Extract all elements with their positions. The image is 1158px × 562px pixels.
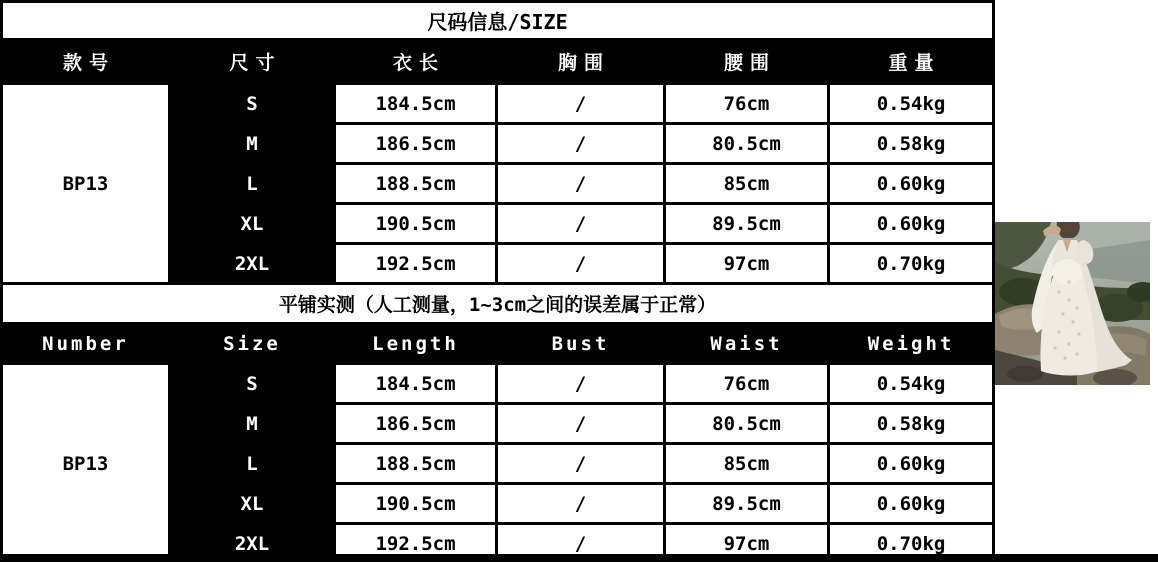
waist-value: 97cm xyxy=(665,244,829,284)
cn-header-bust: 胸围 xyxy=(497,40,665,84)
en-header-weight: Weight xyxy=(829,324,994,364)
waist-value: 80.5cm xyxy=(665,124,829,164)
bust-value: / xyxy=(497,404,665,444)
bust-value: / xyxy=(497,364,665,404)
weight-value: 0.60kg xyxy=(829,484,994,524)
bust-value: / xyxy=(497,444,665,484)
length-value: 190.5cm xyxy=(335,484,497,524)
weight-value: 0.58kg xyxy=(829,404,994,444)
product-photo xyxy=(995,222,1150,385)
size-label: L xyxy=(170,164,335,204)
table-row xyxy=(2,364,994,404)
cn-header-row xyxy=(2,40,994,84)
length-value: 188.5cm xyxy=(335,164,497,204)
table-row xyxy=(2,84,994,124)
bust-value: / xyxy=(497,124,665,164)
weight-value: 0.60kg xyxy=(829,204,994,244)
waist-value: 89.5cm xyxy=(665,204,829,244)
length-value: 186.5cm xyxy=(335,404,497,444)
bust-value: / xyxy=(497,484,665,524)
en-header-bust: Bust xyxy=(497,324,665,364)
en-number-value: BP13 xyxy=(2,364,170,562)
page-title: 尺码信息/SIZE xyxy=(2,2,994,40)
waist-value: 89.5cm xyxy=(665,484,829,524)
weight-value: 0.58kg xyxy=(829,124,994,164)
en-header-number: Number xyxy=(2,324,170,364)
bust-value: / xyxy=(497,244,665,284)
measurement-note: 平铺实测（人工测量，1~3cm之间的误差属于正常） xyxy=(2,284,994,324)
length-value: 188.5cm xyxy=(335,444,497,484)
cn-header-waist: 腰围 xyxy=(665,40,829,84)
length-value: 184.5cm xyxy=(335,364,497,404)
table-title-row xyxy=(2,2,994,40)
length-value: 192.5cm xyxy=(335,524,497,562)
en-header-size: Size xyxy=(170,324,335,364)
length-value: 186.5cm xyxy=(335,124,497,164)
weight-value: 0.70kg xyxy=(829,524,994,562)
size-label: 2XL xyxy=(170,244,335,284)
waist-value: 85cm xyxy=(665,444,829,484)
size-label: XL xyxy=(170,484,335,524)
cn-header-length: 衣长 xyxy=(335,40,497,84)
waist-value: 97cm xyxy=(665,524,829,562)
size-label: L xyxy=(170,444,335,484)
en-header-row xyxy=(2,324,994,364)
en-header-length: Length xyxy=(335,324,497,364)
measurement-note-row xyxy=(2,284,994,324)
weight-value: 0.70kg xyxy=(829,244,994,284)
product-photo-illustration xyxy=(995,222,1150,385)
weight-value: 0.54kg xyxy=(829,84,994,124)
size-label: S xyxy=(170,84,335,124)
size-label: 2XL xyxy=(170,524,335,562)
bottom-divider-bar xyxy=(0,554,1158,562)
size-label: M xyxy=(170,404,335,444)
weight-value: 0.54kg xyxy=(829,364,994,404)
cn-header-size: 尺寸 xyxy=(170,40,335,84)
waist-value: 85cm xyxy=(665,164,829,204)
length-value: 184.5cm xyxy=(335,84,497,124)
bust-value: / xyxy=(497,204,665,244)
waist-value: 80.5cm xyxy=(665,404,829,444)
cn-number-value: BP13 xyxy=(2,84,170,284)
length-value: 192.5cm xyxy=(335,244,497,284)
length-value: 190.5cm xyxy=(335,204,497,244)
size-label: M xyxy=(170,124,335,164)
bust-value: / xyxy=(497,524,665,562)
cn-header-weight: 重量 xyxy=(829,40,994,84)
weight-value: 0.60kg xyxy=(829,164,994,204)
cn-header-number: 款号 xyxy=(2,40,170,84)
waist-value: 76cm xyxy=(665,364,829,404)
waist-value: 76cm xyxy=(665,84,829,124)
weight-value: 0.60kg xyxy=(829,444,994,484)
bust-value: / xyxy=(497,84,665,124)
bust-value: / xyxy=(497,164,665,204)
size-label: S xyxy=(170,364,335,404)
en-header-waist: Waist xyxy=(665,324,829,364)
size-label: XL xyxy=(170,204,335,244)
